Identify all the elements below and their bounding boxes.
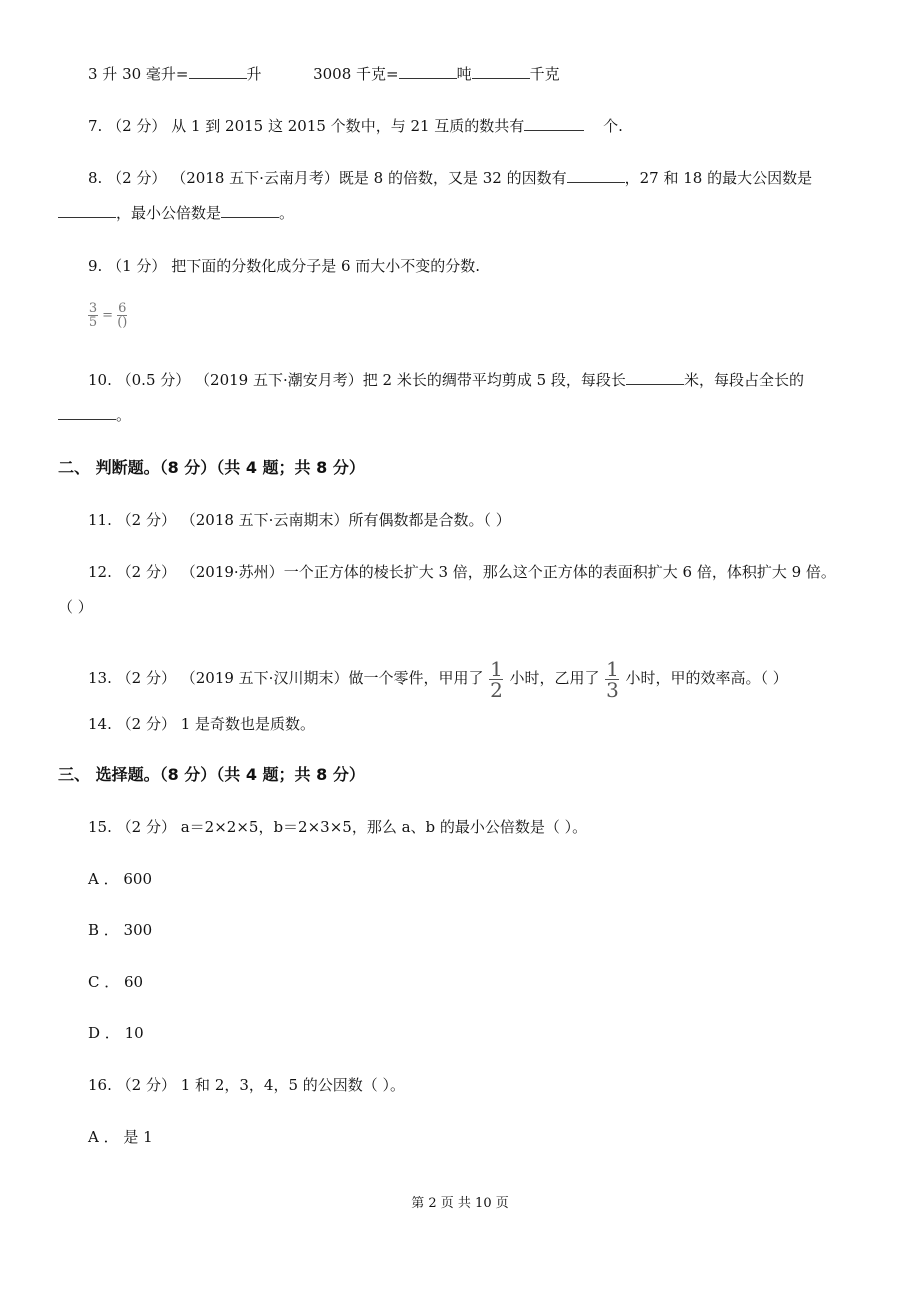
question-number: 13.: [88, 669, 112, 687]
question-source: （2018 五下·云南月考）: [171, 169, 339, 187]
question-text: 。: [116, 406, 132, 424]
answer-blank[interactable]: [399, 64, 457, 79]
question-number: 9.: [88, 257, 103, 275]
question-text: 1 是奇数也是质数。: [180, 715, 316, 733]
question-14: [88, 714, 315, 734]
question-score: （2 分）: [116, 1076, 176, 1094]
question-text: ，最小公倍数是: [116, 204, 222, 222]
question-text: 小时，乙用了: [509, 669, 600, 687]
conversion-kg: 3008 千克=: [313, 65, 399, 83]
question-text: 米，每段占全长的: [683, 371, 804, 389]
question-score: （2 分）: [116, 715, 176, 733]
question-10: [88, 370, 804, 390]
question-score: （0.5 分）: [116, 371, 191, 389]
question-text: 。: [279, 204, 295, 222]
question-number: 12.: [88, 563, 112, 581]
question-15: [88, 817, 587, 837]
conversion-line: [88, 64, 560, 84]
page-footer: 第 2 页 共 10 页: [411, 1196, 509, 1211]
question-text: 一个正方体的棱长扩大 3 倍，那么这个正方体的表面积扩大 6 倍，体积扩大 9 倍。: [283, 563, 836, 581]
question-8: [88, 168, 812, 188]
question-text: a＝2×2×5，b＝2×3×5，那么 a、b 的最小公倍数是（ ）。: [180, 818, 588, 836]
question-score: （2 分）: [116, 669, 176, 687]
answer-blank[interactable]: [472, 64, 530, 79]
question-7: [88, 116, 623, 136]
question-text: 既是 8 的倍数，又是 32 的因数有: [338, 169, 567, 187]
question-number: 7.: [88, 117, 103, 135]
section-heading-judgment: 二、 判断题。（8 分）（共 4 题；共 8 分）: [58, 458, 365, 477]
question-12-cont: [58, 597, 93, 617]
unit-ton: 吨: [456, 65, 472, 83]
question-score: （2 分）: [116, 563, 176, 581]
question-text: ，27 和 18 的最大公因数是: [624, 169, 813, 187]
question-number: 14.: [88, 715, 112, 733]
option-c[interactable]: C ． 60: [88, 973, 144, 991]
answer-blank[interactable]: [626, 370, 684, 385]
question-text: 1 和 2，3，4，5 的公因数（ ）。: [180, 1076, 406, 1094]
question-text: 把 2 米长的绸带平均剪成 5 段，每段长: [362, 371, 626, 389]
question-number: 16.: [88, 1076, 112, 1094]
question-text: 把下面的分数化成分子是 6 而大小不变的分数.: [171, 257, 481, 275]
conversion-liters: 3 升 30 毫升=: [88, 65, 189, 83]
fraction-one-third: $\frac{1}{3}$: [606, 656, 619, 702]
option-a[interactable]: A ． 600: [88, 870, 152, 888]
question-text: 小时，甲的效率高。（ ）: [625, 669, 788, 687]
answer-blank[interactable]: [58, 203, 116, 218]
answer-blank[interactable]: [524, 116, 584, 131]
answer-blank[interactable]: [189, 64, 247, 79]
fraction-left: $\frac{3}{5}$: [88, 301, 98, 330]
option-b[interactable]: B ． 300: [88, 921, 153, 939]
question-number: 10.: [88, 371, 112, 389]
question-11: [88, 510, 511, 530]
equals-sign: =: [102, 308, 114, 323]
question-source: （2019·苏州）: [180, 563, 284, 581]
option-d[interactable]: D ． 10: [88, 1024, 144, 1042]
question-13: [88, 658, 788, 700]
question-score: （2 分）: [107, 169, 167, 187]
question-text: 所有偶数都是合数。（ ）: [348, 511, 511, 529]
question-10-cont: [58, 405, 131, 425]
question-8-cont: [58, 203, 294, 223]
question-source: （2019 五下·潮安月考）: [195, 371, 363, 389]
section-heading-choice: 三、 选择题。（8 分）（共 4 题；共 8 分）: [58, 765, 365, 784]
question-score: （2 分）: [116, 818, 176, 836]
question-text: 做一个零件，甲用了: [348, 669, 484, 687]
fraction-one-half: $\frac{1}{2}$: [490, 656, 503, 702]
question-text: 个.: [603, 117, 623, 135]
answer-blank[interactable]: [58, 405, 116, 420]
answer-blank[interactable]: [221, 203, 279, 218]
unit-liter: 升: [246, 65, 262, 83]
answer-blank[interactable]: [567, 168, 625, 183]
fraction-right[interactable]: 6 (): [117, 301, 128, 330]
question-number: 15.: [88, 818, 112, 836]
fraction-equation: [88, 302, 127, 329]
unit-kg: 千克: [529, 65, 560, 83]
question-score: （1 分）: [107, 257, 167, 275]
question-source: （2018 五下·云南期末）: [180, 511, 349, 529]
option-a[interactable]: A ． 是 1: [88, 1128, 153, 1146]
question-16: [88, 1075, 405, 1095]
answer-parentheses[interactable]: （ ）: [58, 598, 93, 616]
question-number: 8.: [88, 169, 103, 187]
question-number: 11.: [88, 511, 112, 529]
question-text: 从 1 到 2015 这 2015 个数中，与 21 互质的数共有: [171, 117, 525, 135]
question-12: [88, 562, 836, 582]
question-9: [88, 256, 480, 276]
question-source: （2019 五下·汉川期末）: [180, 669, 349, 687]
question-score: （2 分）: [116, 511, 176, 529]
question-score: （2 分）: [107, 117, 167, 135]
